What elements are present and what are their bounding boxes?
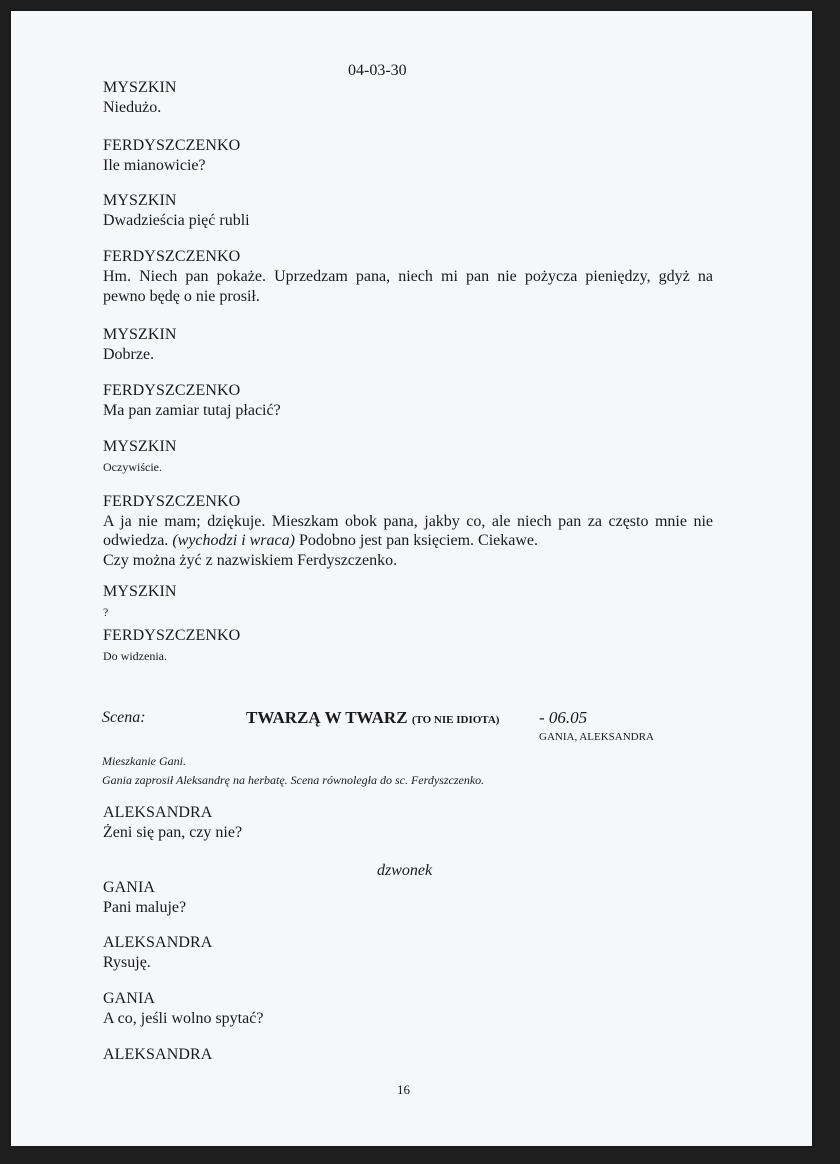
dialogue-line: A co, jeśli wolno spytać?: [103, 1010, 264, 1027]
dialogue-line: Dwadzieścia pięć rubli: [103, 212, 250, 229]
speaker-name: FERDYSZCZENKO: [103, 493, 241, 510]
dialogue-line: pewno będę o nie prosił.: [103, 288, 260, 305]
stage-direction: dzwonek: [377, 862, 433, 879]
scene-title-main: TWARZĄ W TWARZ: [246, 708, 408, 727]
scene-title: [246, 708, 499, 730]
dialogue-line: Żeni się pan, czy nie?: [103, 824, 243, 841]
dialogue-fragment: odwiedza.: [103, 532, 169, 549]
dialogue-line: Oczywiście.: [103, 460, 162, 474]
dialogue-line: Rysuję.: [103, 954, 151, 971]
dialogue-line-mixed: [103, 531, 538, 551]
page-date: 04-03-30: [348, 62, 407, 79]
speaker-name: GANIA: [103, 879, 156, 896]
dialogue-line: Pani maluje?: [103, 899, 187, 916]
scene-setting: Mieszkanie Gani.: [102, 754, 186, 768]
dialogue-line: ?: [103, 605, 109, 619]
scene-subtitle: (TO NIE IDIOTA): [411, 714, 500, 726]
dialogue-line: Czy można żyć z nazwiskiem Ferdyszczenko.: [103, 552, 398, 569]
speaker-name: ALEKSANDRA: [103, 934, 213, 951]
speaker-name: MYSZKIN: [103, 79, 177, 96]
dialogue-line: A ja nie mam; dziękuje. Mieszkam obok pana, jakby co, ale niech pan za często mnie nie: [103, 513, 713, 530]
stage-direction: (wychodzi i wraca): [172, 532, 295, 549]
speaker-name: FERDYSZCZENKO: [103, 137, 241, 154]
speaker-name: FERDYSZCZENKO: [103, 248, 241, 265]
speaker-name: MYSZKIN: [103, 583, 177, 600]
speaker-name: ALEKSANDRA: [103, 1046, 213, 1063]
script-page: [11, 11, 812, 1146]
scene-number: - 06.05: [539, 708, 588, 727]
speaker-name: MYSZKIN: [103, 192, 177, 209]
dialogue-line: Do widzenia.: [103, 649, 167, 663]
dialogue-line: Dobrze.: [103, 346, 155, 363]
speaker-name: FERDYSZCZENKO: [103, 382, 241, 399]
scene-characters: GANIA, ALEKSANDRA: [539, 731, 654, 743]
dialogue-line: Hm. Niech pan pokaże. Uprzedzam pana, niech mi pan nie pożycza pieniędzy, gdyż na: [103, 268, 713, 285]
speaker-name: MYSZKIN: [103, 326, 177, 343]
scene-description: Gania zaprosił Aleksandrę na herbatę. Scena równoległa do sc. Ferdyszczenko.: [102, 773, 485, 787]
dialogue-line: Ma pan zamiar tutaj płacić?: [103, 402, 281, 419]
dialogue-line: Ile mianowicie?: [103, 157, 206, 174]
speaker-name: GANIA: [103, 990, 156, 1007]
speaker-name: ALEKSANDRA: [103, 804, 213, 821]
speaker-name: MYSZKIN: [103, 438, 177, 455]
dialogue-fragment: Podobno jest pan księciem. Ciekawe.: [298, 532, 539, 549]
page-number: 16: [397, 1082, 410, 1097]
dialogue-line: Niedużo.: [103, 99, 162, 116]
speaker-name: FERDYSZCZENKO: [103, 627, 241, 644]
scene-label: Scena:: [102, 709, 146, 726]
